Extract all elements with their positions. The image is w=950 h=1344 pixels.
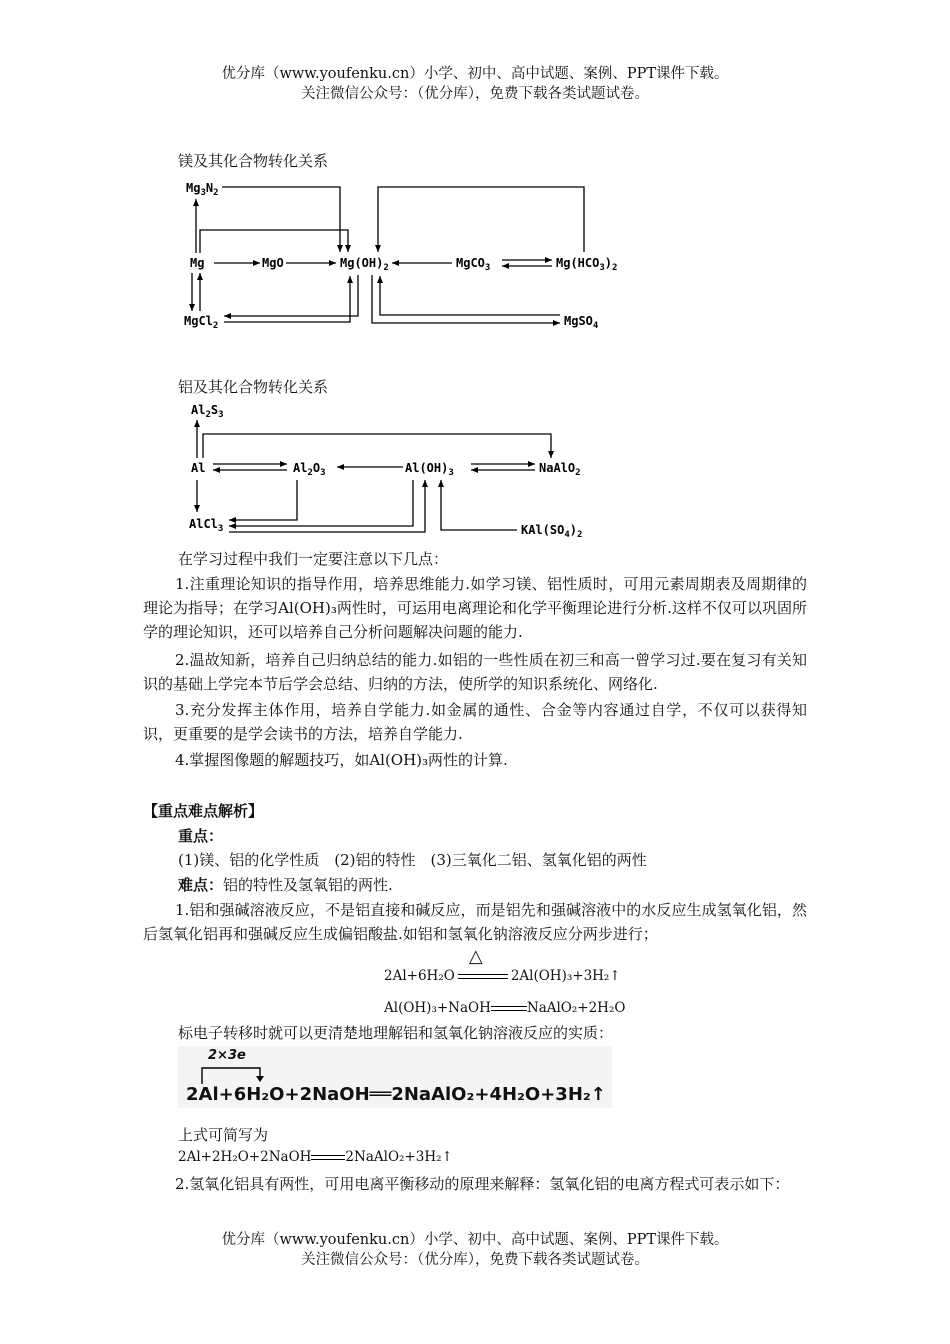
analysis-point-1: 1.铝和强碱溶液反应，不是铝直接和碱反应，而是铝先和强碱溶液中的水反应生成氢氧化铝，然后氢氧化铝再和强碱反应生成偏铝酸盐.如铝和氢氧化钠溶液反应分两步进行；	[143, 901, 807, 943]
node-mg3n2: $Mg_3N_2$	[186, 181, 219, 198]
equation-3-left: 2Al+2H₂O+2NaOH	[178, 1149, 312, 1165]
analysis-point-2: 2.氢氧化铝具有两性，可用电离平衡移动的原理来解释：氢氧化铝的电离方程式可表示如下：	[175, 1175, 790, 1193]
mg-section-title: 镁及其化合物转化关系	[178, 152, 329, 170]
electron-transfer-figure	[178, 1046, 612, 1108]
node-aloh3: $Al(OH)_3$	[405, 461, 454, 478]
node-mgoh2: $Mg(OH)_2$	[340, 256, 389, 273]
node-alcl3: AlCl$_3$	[189, 517, 224, 534]
mg-conversion-diagram	[180, 175, 640, 335]
node-mgo: MgO	[262, 256, 284, 270]
equation-3	[178, 1149, 453, 1165]
node-al2o3: $Al_2O_3$	[293, 461, 326, 478]
study-point-3: 3.充分发挥主体作用，培养自学能力.如金属的通性、合金等内容通过自学，不仅可以获得知识，更重要的是学会读书的方法，培养自学能力.	[143, 701, 807, 743]
node-mgco3: MgCO$_3$	[456, 256, 491, 273]
node-kal-so4-2: $KAl(SO_4)_2$	[521, 523, 583, 540]
difficulty-line	[178, 874, 393, 895]
transfer-equation: 2Al+6H₂O+2NaOH══2NaAlO₂+4H₂O+3H₂↑	[186, 1084, 606, 1105]
difficulty-text: 铝的特性及氢氧铝的两性.	[223, 876, 393, 894]
transfer-label: 2×3e	[208, 1048, 246, 1063]
study-intro: 在学习过程中我们一定要注意以下几点：	[178, 550, 449, 568]
equation-1-right: 2Al(OH)₃+3H₂↑	[510, 968, 621, 984]
node-mgso4: MgSO$_4$	[564, 314, 599, 331]
node-al2s3: $Al_2S_3$	[191, 403, 224, 420]
study-point-2: 2.温故知新，培养自己归纳总结的能力.如铝的一些性质在初三和高一曾学习过.要在复习有关知识的基础上学完本节后学会总结、归纳的方法，使所学的知识系统化、网络化.	[143, 651, 807, 693]
node-mg: Mg	[190, 256, 205, 270]
node-al: Al	[191, 461, 206, 475]
node-naalo2: NaAlO$_2$	[539, 461, 581, 478]
equation-3-right: 2NaAlO₂+3H₂↑	[345, 1149, 453, 1165]
difficulty-label: 难点：	[178, 876, 224, 894]
equation-1-left: 2Al+6H₂O	[384, 968, 455, 984]
study-point-1: 1.注重理论知识的指导作用，培养思维能力.如学习镁、铝性质时，可用元素周期表及周期律的理论为指导；在学习Al(OH)₃两性时，可运用电离理论和化学平衡理论进行分析.这样不仅可以巩固所学的理论知识，还可以培养自己分析问题解决问题的能力.	[143, 575, 807, 641]
heat-condition: △	[468, 946, 483, 967]
page-header-line-2: 关注微信公众号：（优分库），免费下载各类试题试卷。	[301, 86, 649, 102]
page-footer-line-2: 关注微信公众号：（优分库），免费下载各类试题试卷。	[301, 1252, 649, 1268]
transfer-text: 标电子转移时就可以更清楚地理解铝和氢氧化钠溶液反应的实质：	[178, 1024, 614, 1042]
page-header-line-1: 优分库（www.youfenku.cn）小学、初中、高中试题、案例、PPT课件下载。	[221, 66, 729, 82]
analysis-heading: 【重点难点解析】	[143, 802, 264, 820]
simplify-text: 上式可简写为	[178, 1126, 269, 1144]
study-point-4: 4.掌握图像题的解题技巧，如Al(OH)₃两性的计算.	[175, 751, 508, 769]
key-items: (1)镁、铝的化学性质 (2)铝的特性 (3)三氧化二铝、氢氧化铝的两性	[178, 851, 647, 869]
page-footer-line-1: 优分库（www.youfenku.cn）小学、初中、高中试题、案例、PPT课件下载。	[221, 1232, 729, 1248]
al-conversion-diagram	[185, 398, 605, 540]
key-label: 重点：	[178, 827, 224, 845]
al-section-title: 铝及其化合物转化关系	[178, 378, 329, 396]
equation-2-right: NaAlO₂+2H₂O	[526, 1000, 626, 1016]
equation-1	[384, 946, 621, 984]
node-mghco3: $Mg(HCO_3)_2$	[556, 256, 618, 273]
node-mgcl2: MgCl$_2$	[184, 314, 219, 331]
equation-2	[384, 1000, 625, 1016]
equation-2-left: Al(OH)₃+NaOH	[384, 1000, 491, 1016]
